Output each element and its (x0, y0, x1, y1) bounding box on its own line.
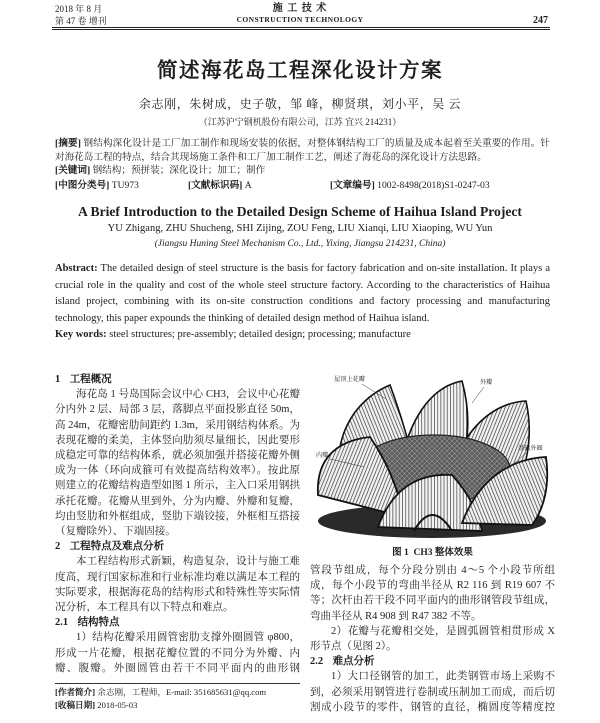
leader-line (472, 387, 484, 403)
clc-number (55, 179, 188, 193)
figure-1 (312, 371, 552, 541)
keywords-cn-label: [关键词] (55, 165, 91, 177)
article-number (330, 179, 490, 193)
section-2-1-item-1-continued: 管段节组成，每个分段分别由 4～5 个小段节所组成，每个小段节的弯曲半径从 R2 116 到 R19 607 不等；次杆由若干段不同平面内的曲形钢管段节组成，弯曲半径从 R4 908 到 R47 382 不等。 (310, 565, 555, 622)
header-left (55, 4, 107, 27)
received-date-value: 2018-05-03 (97, 699, 138, 710)
authors-en: YU Zhigang, ZHU Shucheng, SHI Zijing, ZOU Feng, LIU Xianqi, LIU Xiaoping, WU Yun (107, 223, 493, 234)
keywords-cn-text: 钢结构；预拼装；深化设计；加工；制作 (92, 165, 266, 177)
section-2-1-item-2: 2）花瓣与花瓣相交处，是圆弧圆管相贯形成 X 形节点（见图 2）。 (310, 625, 555, 653)
article-number-label: [文章编号] (330, 180, 375, 192)
section-title: 难点分析 (332, 656, 375, 668)
section-1-heading (55, 372, 300, 387)
section-number: 1 (55, 374, 61, 385)
author-bio (55, 686, 300, 699)
received-date (55, 699, 300, 712)
volume-info: 第 47 卷 增刊 (55, 15, 107, 26)
paper-title-en: A Brief Introduction to the Detailed Design Scheme of Haihua Island Project (78, 204, 522, 219)
abstract-en-label: Abstract: (55, 263, 98, 274)
section-title: 工程概况 (69, 374, 112, 385)
authors-cn: 余志刚，朱树成，史子敬，邹 峰，柳贤琪，刘小平，吴 云 (138, 97, 462, 111)
paper-title-cn: 简述海花岛工程深化设计方案 (157, 60, 443, 82)
section-2-2-item-1: 1）大口径钢管的加工，此类钢管市场上采购不到，必须采用钢管进行卷制或压制加工而成，而后切割成小段节的零件，钢管的直径，椭圆度等精度控 (310, 671, 555, 713)
abstract-block-en (55, 261, 550, 344)
figure-1-illustration (312, 371, 552, 541)
section-2-1-item-1-start: 1）结构花瓣采用圆管密肋支撑外圈圆管 φ800，形成一片花瓣，根据花瓣位置的不同分为外瓣、内瓣、腹瓣。外圈圆管由若干不同平面内的曲形钢 (55, 632, 300, 674)
figure-label-top-right: 外瓣 (480, 379, 493, 386)
abstract-cn-text: 钢结构深化设计是工厂加工制作和现场安装的依据，对整体钢结构工厂的质量及成本起着至关重要的作用。针对海花岛工程的特点，结合其现场施工条件和工厂加工制作工艺，阐述了海花岛的深化设计方法思路。 (55, 138, 551, 163)
journal-name-en: CONSTRUCTION TECHNOLOGY (236, 15, 364, 24)
author-bio-label: [作者简介] (55, 687, 96, 697)
abstract-block-cn (55, 137, 550, 193)
abstract-cn-label: [摘要] (55, 138, 81, 149)
affiliation-cn: （江苏沪宁钢机股份有限公司，江苏 宜兴 214231） (198, 117, 402, 127)
section-title: 工程特点及难点分析 (69, 541, 165, 553)
affiliation-en: (Jiangsu Huning Steel Mechanism Co., Ltd., Yixing, Jiangsu 214231, China) (154, 239, 446, 249)
figure-label-right: 基础外圈 (518, 445, 543, 452)
abstract-en (55, 261, 550, 327)
page-number: 247 (533, 15, 548, 26)
document-code (188, 179, 330, 193)
section-2-1-heading (55, 615, 300, 630)
abstract-cn (55, 137, 550, 164)
section-number: 2 (55, 541, 61, 553)
figure-1-caption: 图 1 CH3 整体效果 (392, 548, 473, 558)
received-date-label: [收稿日期] (55, 699, 96, 710)
keywords-cn (55, 164, 550, 178)
section-2-paragraph: 本工程结构形式新颖，构造复杂，设计与施工难度高，现行国家标准和行业标准均难以满足本工程的实际要求，根据海花岛的结构形式和特殊性等实际情况分析，本工程具有以下特点和难点。 (55, 556, 300, 614)
clc-label: [中图分类号] (55, 180, 110, 192)
classification-line (55, 179, 550, 193)
journal-name (200, 3, 400, 25)
body-column-left (55, 372, 300, 676)
section-2-2-heading (310, 654, 555, 669)
keywords-en (55, 327, 550, 344)
section-number: 2.2 (310, 656, 324, 668)
keywords-en-label: Key words: (55, 329, 107, 341)
article-number-value: 1002-8498(2018)S1-0247-03 (377, 180, 490, 192)
section-number: 2.1 (55, 617, 69, 629)
section-title: 结构特点 (77, 617, 120, 629)
body-column-right (310, 563, 555, 715)
header-rule (52, 27, 550, 30)
journal-name-cn: 施 工 技 术 (272, 3, 328, 14)
abstract-en-text: The detailed design of steel structure is the basis for factory fabrication and on-site installation. It plays a crucial role in the quality and cost of the whole steel structure factory. According to the characteristics of Haihua island project, combining with its on-site construction conditions and factory processing and manufacturing technology, this paper expounds the thinking of detailed design method of Haihua island. (55, 263, 550, 324)
footnotes (55, 686, 300, 711)
author-bio-text: 余志刚，工程师，E-mail: 351685631@qq.com (97, 687, 267, 697)
section-1-paragraph: 海花岛 1 号岛国际会议中心 CH3，会议中心花瓣分内外 2 层、局部 3 层，落脚点平面投影直径 50m，高 24m，花瓣密肋间距约 1.3m，采用钢结构体系。为表现花瓣的柔美，主体竖向肋须尽量细长，因此要形成稳定可靠的结构体系，就必须加强并搭接花瓣外侧成为一体（环向成箍可有效提高结构效率）。按此原则建立的花瓣结构造型如图 1 所示，主入口采用钢拱承托花瓣。花瓣从里到外，分为内瓣、外瓣和复瓣，均由竖肋和外框组成，竖肋下端铰接，外框相互搭接（复瓣除外）、下端固接。 (55, 389, 300, 538)
document-code-label: [文献标识码] (188, 180, 243, 192)
figure-label-left: 内瓣 (316, 452, 329, 459)
section-2-heading (55, 539, 300, 554)
document-code-value: A (244, 180, 252, 192)
figure-label-top-left: 屋顶上花瓣 (334, 376, 365, 383)
footnote-rule (55, 683, 300, 684)
issue-date: 2018 年 8 月 (55, 4, 103, 14)
clc-value: TU973 (111, 180, 139, 192)
keywords-en-text: steel structures; pre-assembly; detailed design; processing; manufacture (109, 329, 411, 341)
